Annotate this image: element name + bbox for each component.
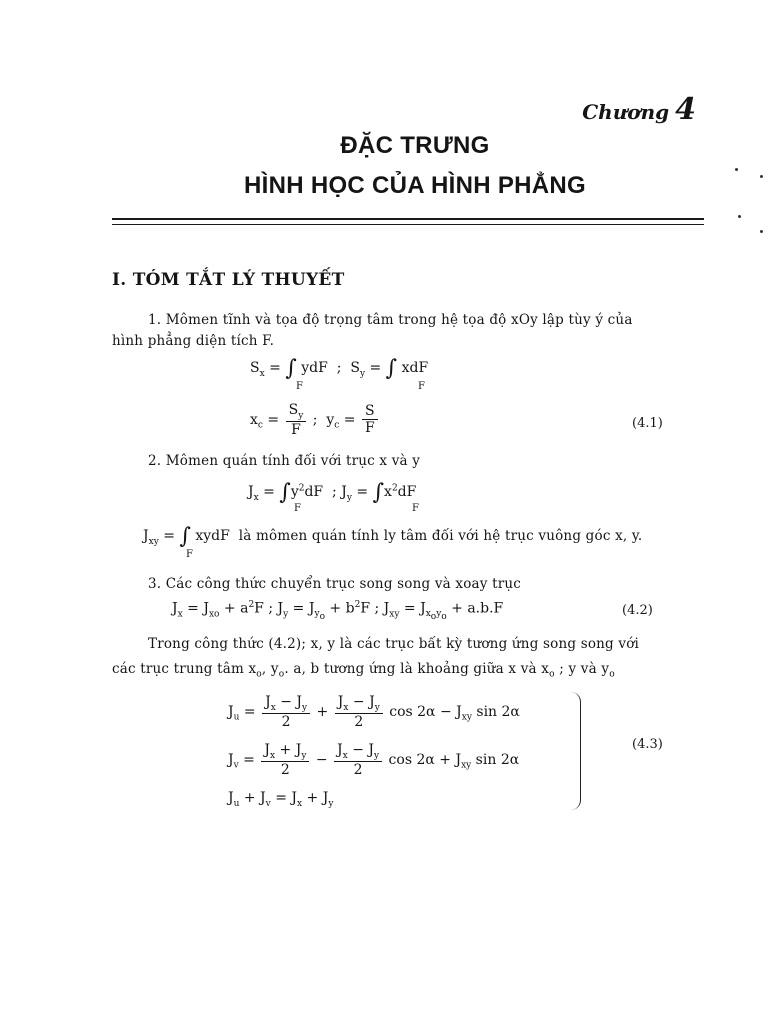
paragraph-4-line-1: Trong công thức (4.2); x, y là các trục bất kỳ tương ứng song song với (148, 636, 640, 652)
paragraph-4-line-2: các trục trung tâm $x_o$, $y_o$. a, b tương ứng là khoảng giữa x và $x_o$ ; y và $y_o$ (112, 661, 615, 680)
paragraph-3: 3. Các công thức chuyển trục song song và xoay trục (148, 576, 522, 592)
scan-speck (760, 230, 763, 233)
integral-domain: F (412, 503, 419, 514)
equation-number-4-1: (4.1) (632, 416, 663, 431)
equation-group-brace (570, 692, 581, 810)
section-heading: I. TÓM TẮT LÝ THUYẾT (112, 270, 345, 290)
equation-number-4-2: (4.2) (622, 603, 653, 618)
integral-domain: F (294, 503, 301, 514)
equation-product-inertia: $J_{xy}$ = ∫ xydF là mômen quán tính ly tâm đối với hệ trục vuông góc x, y. (143, 524, 643, 549)
header-rule-top (112, 218, 704, 220)
equation-number-4-3: (4.3) (632, 737, 663, 752)
chapter-word: Chương (582, 100, 670, 124)
equation-rotation-sum: $J_u + J_v = J_x + J_y$ (228, 790, 334, 809)
scan-speck (760, 175, 763, 178)
equation-rotation-v: $J_v$ = $\frac{J_x + J_y}{2}$ − $\frac{J_x - J_y}{2}$ $\cos 2\alpha + J_{xy}$ sin 2α (228, 742, 520, 778)
header-rule-bottom (112, 224, 704, 225)
scan-speck (738, 215, 741, 218)
scan-speck (735, 168, 738, 171)
paragraph-4-line-2-start: các trục trung tâm x (112, 661, 257, 677)
equation-inertia-moments: $J_x = \int y^2dF$ ; $J_y = \int x^2dF$ (248, 480, 417, 505)
chapter-label (582, 92, 696, 127)
equation-static-moments: $S_x$ = ∫ ydF ; $S_y$ = ∫ xdF (250, 356, 429, 381)
integral-domain: F (296, 381, 303, 392)
product-inertia-text: là mômen quán tính ly tâm đối với hệ trục vuông góc x, y. (238, 528, 643, 544)
paragraph-1-line-1: 1. Mômen tĩnh và tọa độ trọng tâm trong hệ tọa độ xOy lập tùy ý của (148, 312, 633, 328)
chapter-number: 4 (675, 92, 696, 127)
title-line-2: HÌNH HỌC CỦA HÌNH PHẲNG (243, 172, 586, 199)
integral-domain: F (186, 549, 193, 560)
equation-rotation-u: $J_u$ = $\frac{J_x - J_y}{2}$ + $\frac{J_x - J_y}{2}$ $\cos 2\alpha - J_{xy}$ sin 2α (228, 694, 520, 730)
integral-domain: F (418, 381, 425, 392)
title-line-1: ĐẶC TRƯNG (340, 132, 490, 159)
paragraph-1-line-2: hình phẳng diện tích F. (112, 333, 275, 349)
equation-centroid: $x_c$ = $\frac{S_y}{F}$ ; $y_c$ = $\frac{S}{F}$ (250, 402, 380, 438)
paragraph-2: 2. Mômen quán tính đối với trục x và y (148, 453, 421, 469)
equation-parallel-axis: $J_x = J_{xo} + a^2F$ ; $J_y = J_{y_o} + b^2F$ ; $J_{xy} = J_{x_oy_o} + a.b.F$ (172, 600, 504, 623)
